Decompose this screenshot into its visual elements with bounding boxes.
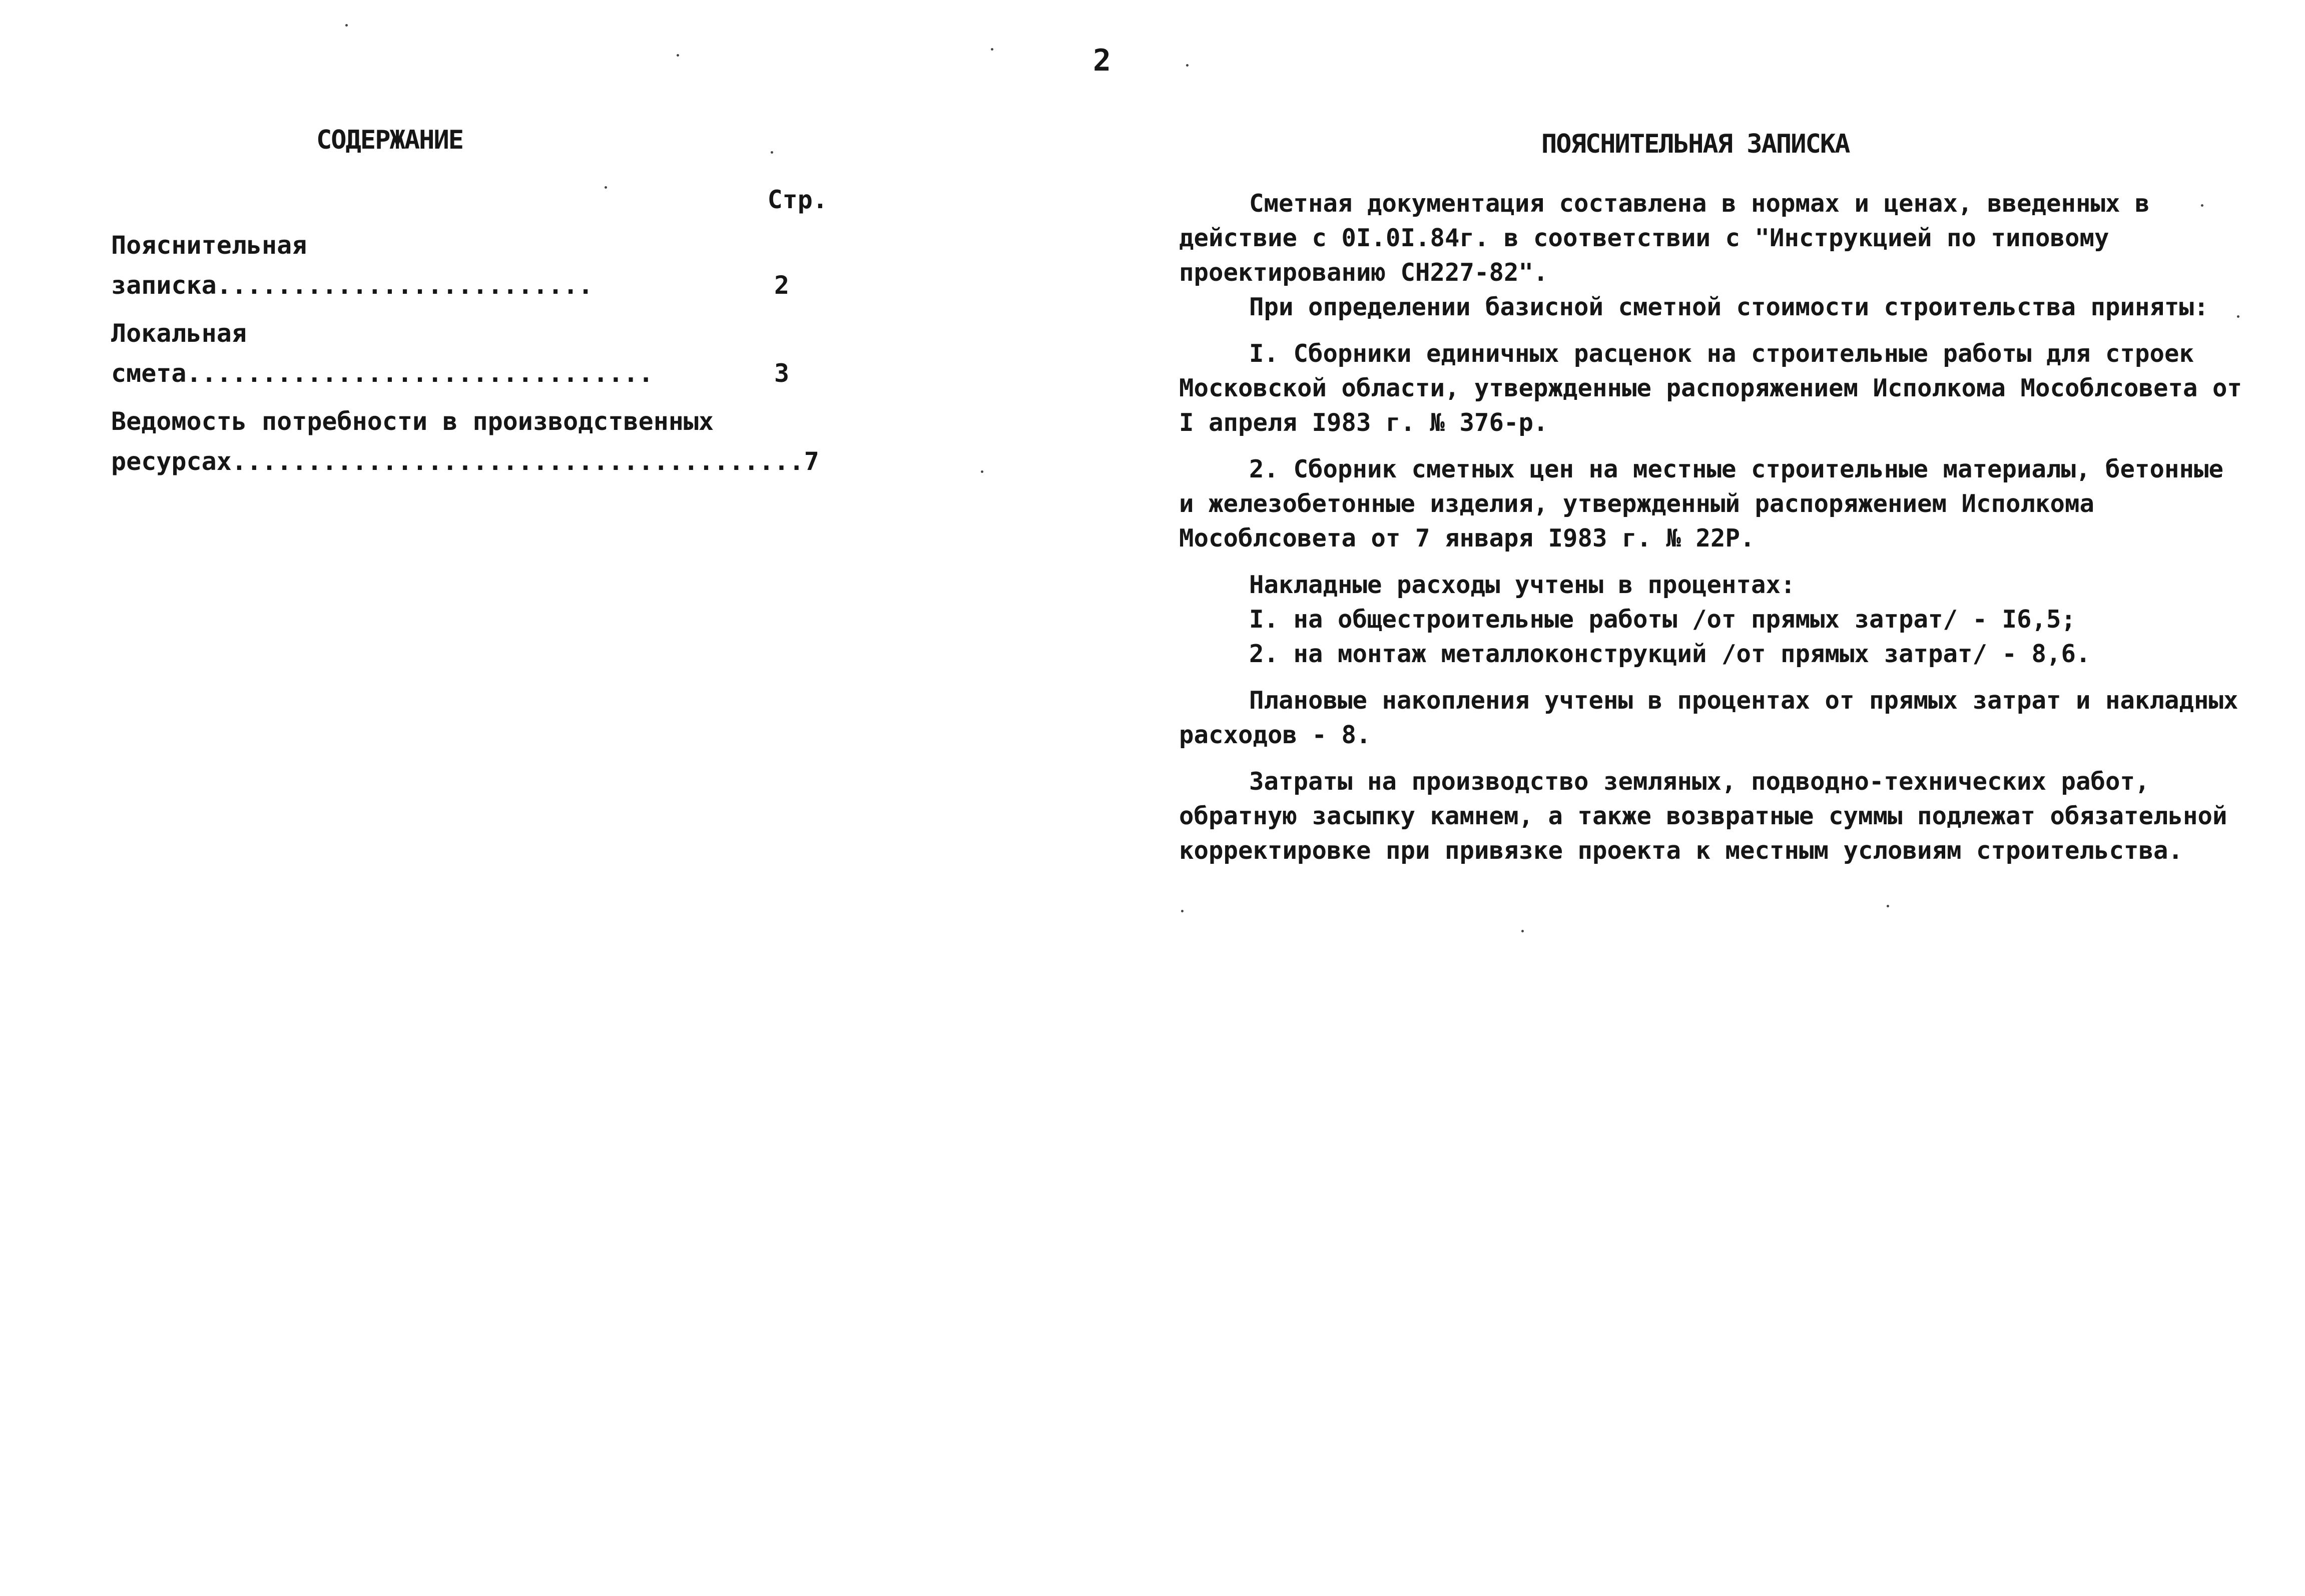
note-title: ПОЯСНИТЕЛЬНАЯ ЗАПИСКА: [1541, 129, 1850, 159]
explanatory-note: [1179, 186, 2250, 868]
scan-speck: [991, 48, 993, 51]
scan-speck: [1186, 64, 1189, 67]
note-list-item: I. на общестроительные работы /от прямых затрат/ - I6,5;: [1249, 605, 2076, 634]
toc-page-column-header: Стр.: [767, 185, 828, 214]
toc-item-page: 2: [774, 271, 790, 300]
toc-title: СОДЕРЖАНИЕ: [316, 125, 463, 155]
toc-item-label: Пояснительная записка.........................: [111, 231, 594, 300]
toc-item: [111, 313, 828, 393]
scan-speck: [677, 54, 679, 57]
note-paragraph: Накладные расходы учтены в процентах:: [1249, 571, 1796, 599]
page-number: 2: [1093, 43, 1111, 78]
scan-speck: [981, 470, 983, 473]
scan-speck: [1887, 905, 1889, 907]
note-paragraph: Сметная документация составлена в нормах и ценах, введенных в действие с 0I.0I.84г. в соответствии с "Инструкцией по типовому проектированию СН227-82".: [1179, 189, 2150, 287]
scan-speck: [1181, 910, 1184, 912]
note-paragraph: I. Сборники единичных расценок на строительные работы для строек Московской области, утвержденные распоряжением Исполкома Мособлсовета от I апреля I983 г. № 376-р.: [1179, 339, 2242, 437]
note-paragraph: При определении базисной сметной стоимости строительства приняты:: [1249, 293, 2209, 321]
note-paragraph: 2. Сборник сметных цен на местные строительные материалы, бетонные и железобетонные изделия, утвержденный распоряжением Исполкома Мособлсовета от 7 января I983 г. № 22Р.: [1179, 455, 2224, 553]
table-of-contents: [111, 185, 828, 489]
toc-item-label: Ведомость потребности в производственных ресурсах......................................: [111, 407, 804, 476]
toc-item: [111, 401, 828, 481]
scan-speck: [771, 151, 773, 154]
scan-speck: [2201, 204, 2203, 207]
scan-speck: [605, 186, 607, 189]
note-paragraph: Затраты на производство земляных, подводно-технических работ, обратную засыпку камнем, а также возвратные суммы подлежат обязательной корректировке при привязке проекта к местным условиям строительства.: [1179, 767, 2227, 865]
scan-speck: [345, 24, 348, 27]
toc-item-page: 3: [774, 359, 790, 388]
scan-speck: [1521, 930, 1524, 932]
note-paragraph: Плановые накопления учтены в процентах от прямых затрат и накладных расходов - 8.: [1179, 686, 2238, 749]
scan-speck: [2237, 315, 2239, 318]
toc-item: [111, 225, 828, 305]
toc-item-page: 7: [804, 447, 819, 476]
toc-item-label: Локальная смета...............................: [111, 319, 654, 388]
note-list-item: 2. на монтаж металлоконструкций /от прямых затрат/ - 8,6.: [1249, 640, 2091, 668]
